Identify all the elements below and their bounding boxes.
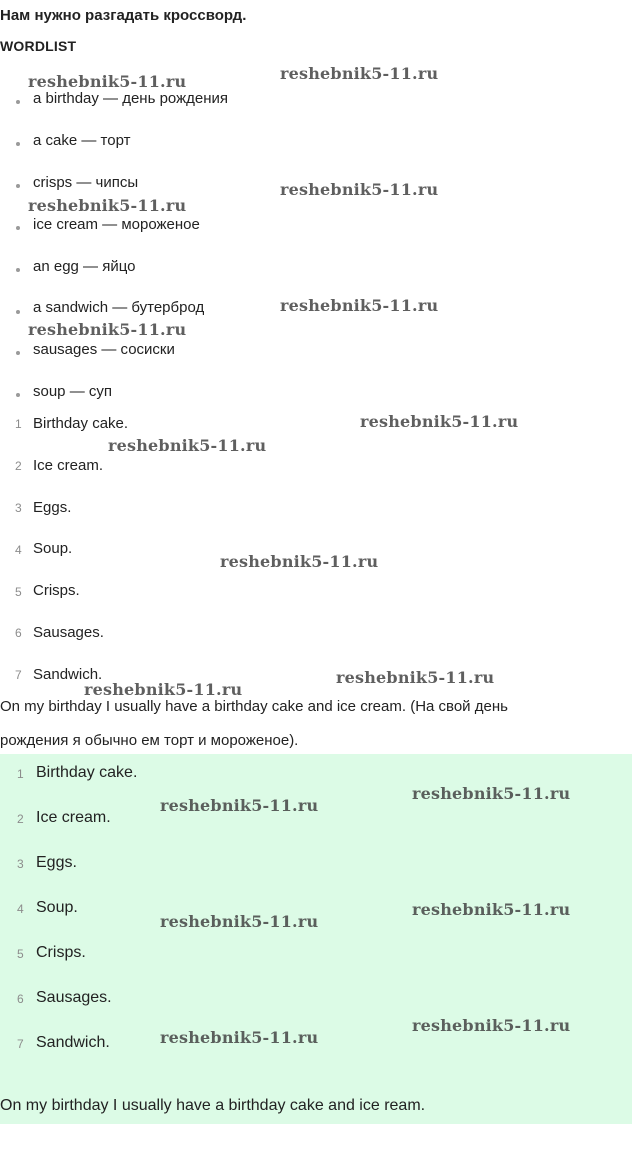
- watermark: reshebnik5-11.ru: [28, 320, 187, 339]
- answer-text: Crisps.: [33, 582, 80, 599]
- answer-text: Crisps.: [36, 944, 86, 961]
- watermark: reshebnik5-11.ru: [336, 668, 495, 687]
- answer-number: 2: [15, 459, 22, 473]
- watermark: reshebnik5-11.ru: [360, 412, 519, 431]
- list-bullet: [16, 226, 20, 230]
- wordlist-item: ice cream — мороженое: [33, 216, 200, 233]
- answer-text: Ice cream.: [36, 809, 111, 826]
- watermark: reshebnik5-11.ru: [160, 1028, 319, 1047]
- answer-number: 1: [15, 417, 22, 431]
- wordlist-item: crisps — чипсы: [33, 174, 139, 191]
- page-title: Нам нужно разгадать кроссворд.: [0, 7, 247, 24]
- wordlist-item: a cake — торт: [33, 132, 131, 149]
- list-bullet: [16, 268, 20, 272]
- list-bullet: [16, 142, 20, 146]
- watermark: reshebnik5-11.ru: [84, 680, 243, 699]
- wordlist-item: a birthday — день рождения: [33, 90, 228, 107]
- list-bullet: [16, 393, 20, 397]
- answer-text: Soup.: [36, 899, 78, 916]
- wordlist-item: sausages — сосиски: [33, 341, 175, 358]
- sentence-line-1: On my birthday I usually have a birthday cake and ice cream. (На свой день: [0, 698, 508, 715]
- answer-number: 4: [15, 543, 22, 557]
- answer-number: 3: [15, 501, 22, 515]
- watermark: reshebnik5-11.ru: [160, 912, 319, 931]
- answer-number: 6: [15, 626, 22, 640]
- watermark: reshebnik5-11.ru: [220, 552, 379, 571]
- answer-number: 4: [17, 902, 24, 916]
- answer-text: Sandwich.: [33, 666, 103, 683]
- answer-text: Soup.: [33, 540, 73, 557]
- answer-text: Birthday cake.: [33, 415, 129, 432]
- list-bullet: [16, 310, 20, 314]
- sentence-line-2: рождения я обычно ем торт и мороженое).: [0, 732, 299, 749]
- wordlist-item: soup — суп: [33, 383, 112, 400]
- watermark: reshebnik5-11.ru: [28, 72, 187, 91]
- answer-text: Eggs.: [36, 854, 77, 871]
- answer-text: Eggs.: [33, 499, 72, 516]
- list-bullet: [16, 184, 20, 188]
- answer-text: Birthday cake.: [36, 764, 138, 781]
- watermark: reshebnik5-11.ru: [160, 796, 319, 815]
- answer-number: 7: [17, 1037, 24, 1051]
- wordlist-item: a sandwich — бутерброд: [33, 299, 205, 316]
- answer-text: Sausages.: [33, 624, 104, 641]
- answer-text: Ice cream.: [33, 457, 104, 474]
- answer-number: 5: [15, 585, 22, 599]
- watermark: reshebnik5-11.ru: [280, 296, 439, 315]
- answer-number: 5: [17, 947, 24, 961]
- answer-number: 7: [15, 668, 22, 682]
- answer-number: 6: [17, 992, 24, 1006]
- answer-number: 2: [17, 812, 24, 826]
- answer-text: Sausages.: [36, 989, 112, 1006]
- wordlist-item: an egg — яйцо: [33, 258, 136, 275]
- answer-number: 1: [17, 767, 24, 781]
- watermark: reshebnik5-11.ru: [412, 1016, 571, 1035]
- list-bullet: [16, 100, 20, 104]
- watermark: reshebnik5-11.ru: [28, 196, 187, 215]
- wordlist-heading: WORDLIST: [0, 38, 77, 54]
- watermark: reshebnik5-11.ru: [108, 436, 267, 455]
- watermark: reshebnik5-11.ru: [412, 900, 571, 919]
- answer-text: Sandwich.: [36, 1034, 110, 1051]
- watermark: reshebnik5-11.ru: [280, 180, 439, 199]
- watermark: reshebnik5-11.ru: [280, 64, 439, 83]
- list-bullet: [16, 351, 20, 355]
- answer-number: 3: [17, 857, 24, 871]
- watermark: reshebnik5-11.ru: [412, 784, 571, 803]
- answer-sentence: On my birthday I usually have a birthday cake and ice ream.: [0, 1097, 426, 1114]
